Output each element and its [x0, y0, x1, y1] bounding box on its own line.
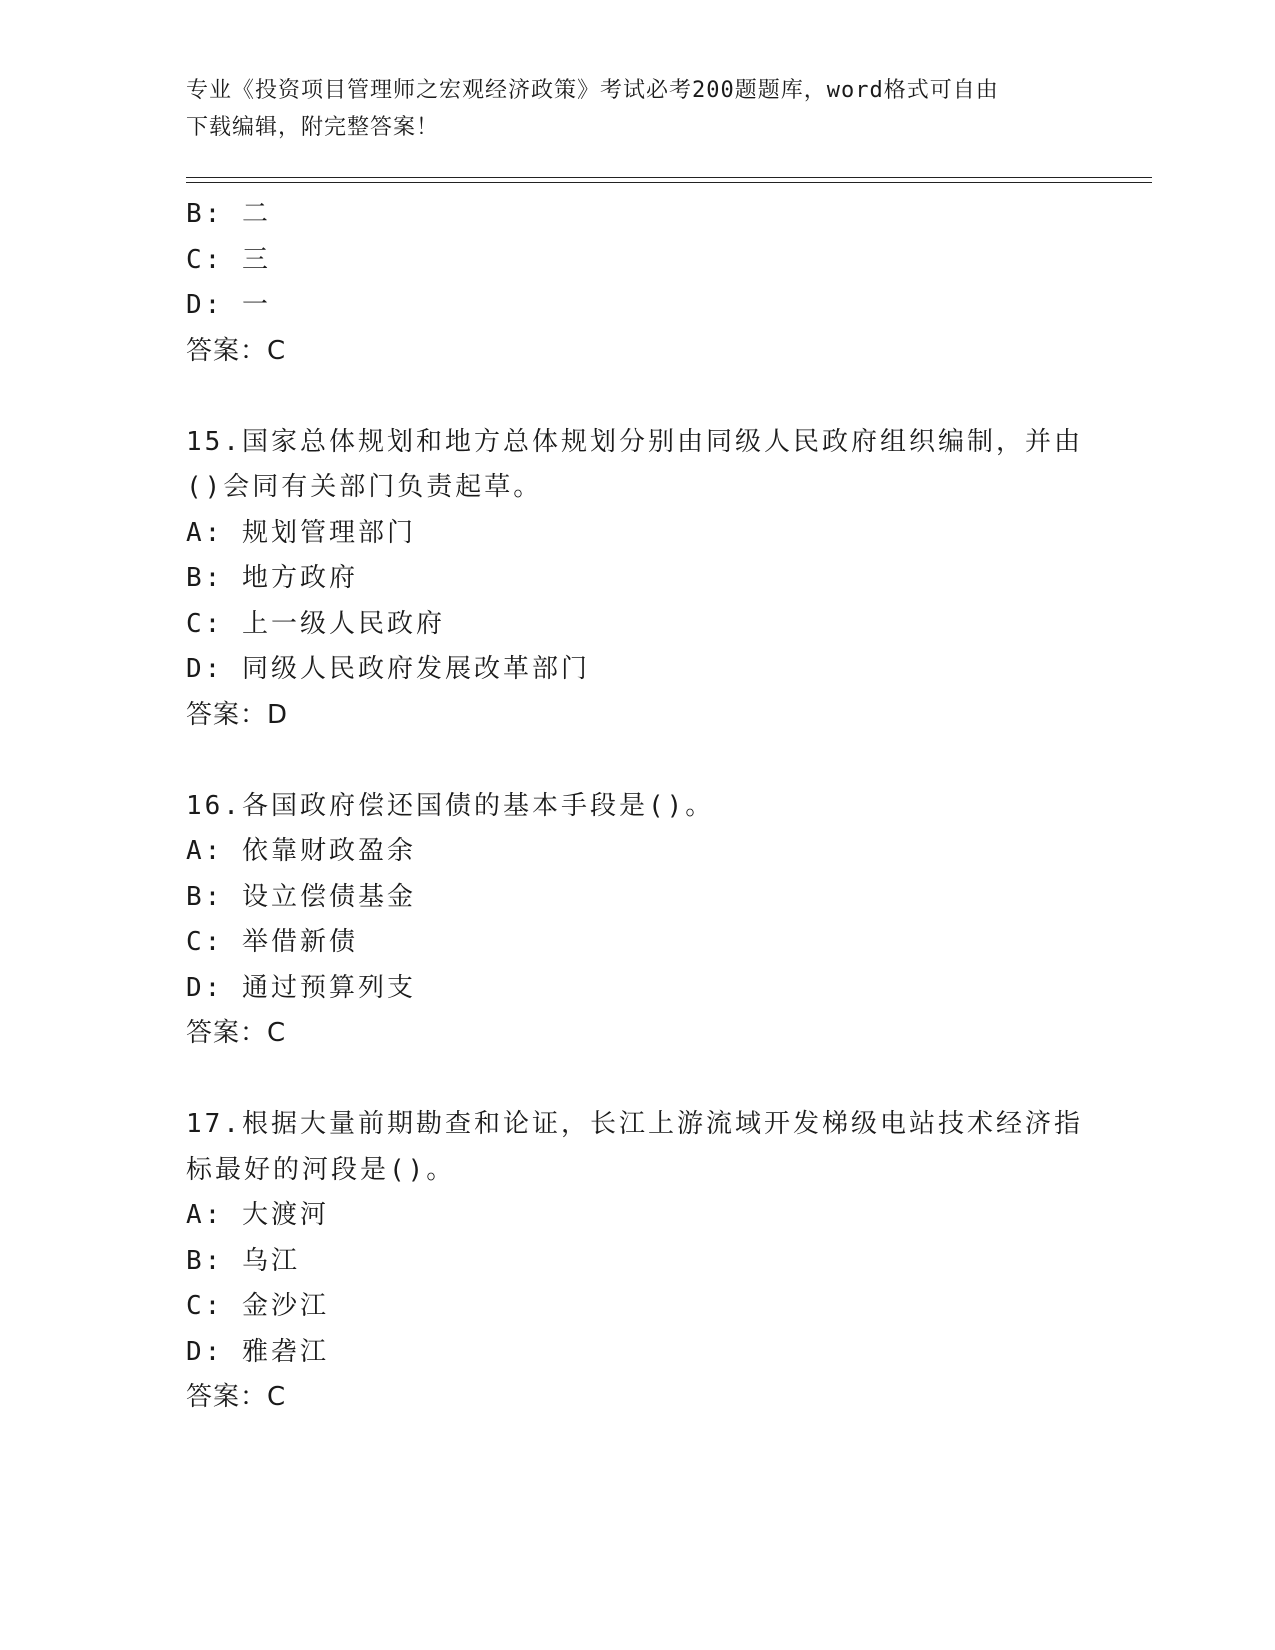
option-c: C: 上一级人民政府	[186, 608, 445, 639]
header-divider-top	[186, 177, 1152, 178]
question-text-line-1: 16.各国政府偿还国债的基本手段是()。	[186, 790, 715, 821]
option-a: A: 大渡河	[186, 1200, 329, 1230]
option-d: D: 同级人民政府发展改革部门	[186, 654, 590, 684]
answer: 答案：C	[186, 1018, 287, 1048]
answer: 答案：D	[186, 699, 289, 730]
header-line-1: 专业《投资项目管理师之宏观经济政策》考试必考200题题库，word格式可自由	[186, 78, 999, 103]
option-b: B: 二	[186, 199, 271, 229]
option-c: C: 三	[186, 244, 271, 275]
option-b: B: 地方政府	[186, 563, 358, 593]
document-body	[186, 192, 1086, 1421]
question-15	[186, 420, 1086, 739]
question-text-line-2: ()会同有关部门负责起草。	[186, 472, 543, 502]
option-d: D: 通过预算列支	[186, 972, 416, 1003]
option-c: C: 举借新债	[186, 927, 358, 957]
document-header	[186, 72, 1086, 146]
question-16	[186, 784, 1086, 1057]
option-b: B: 设立偿债基金	[186, 881, 416, 912]
option-a: A: 依靠财政盈余	[186, 836, 416, 866]
answer: 答案：C	[186, 335, 287, 366]
question-text-line-1: 15.国家总体规划和地方总体规划分别由同级人民政府组织编制，并由	[186, 426, 1083, 457]
header-line-2: 下载编辑，附完整答案！	[186, 115, 440, 140]
spacer	[186, 738, 1086, 784]
header-divider-bottom	[186, 182, 1152, 183]
question-17	[186, 1102, 1086, 1421]
question-text-line-1: 17.根据大量前期勘查和论证，长江上游流域开发梯级电站技术经济指	[186, 1109, 1083, 1139]
option-a: A: 规划管理部门	[186, 517, 416, 548]
question-14-continued	[186, 192, 1086, 374]
spacer	[186, 1057, 1086, 1103]
option-c: C: 金沙江	[186, 1291, 329, 1321]
spacer	[186, 374, 1086, 420]
option-d: D: 雅砻江	[186, 1336, 329, 1367]
option-b: B: 乌江	[186, 1245, 300, 1276]
option-d: D: 一	[186, 290, 271, 320]
question-text-line-2: 标最好的河段是()。	[186, 1154, 456, 1185]
answer: 答案：C	[186, 1382, 287, 1412]
